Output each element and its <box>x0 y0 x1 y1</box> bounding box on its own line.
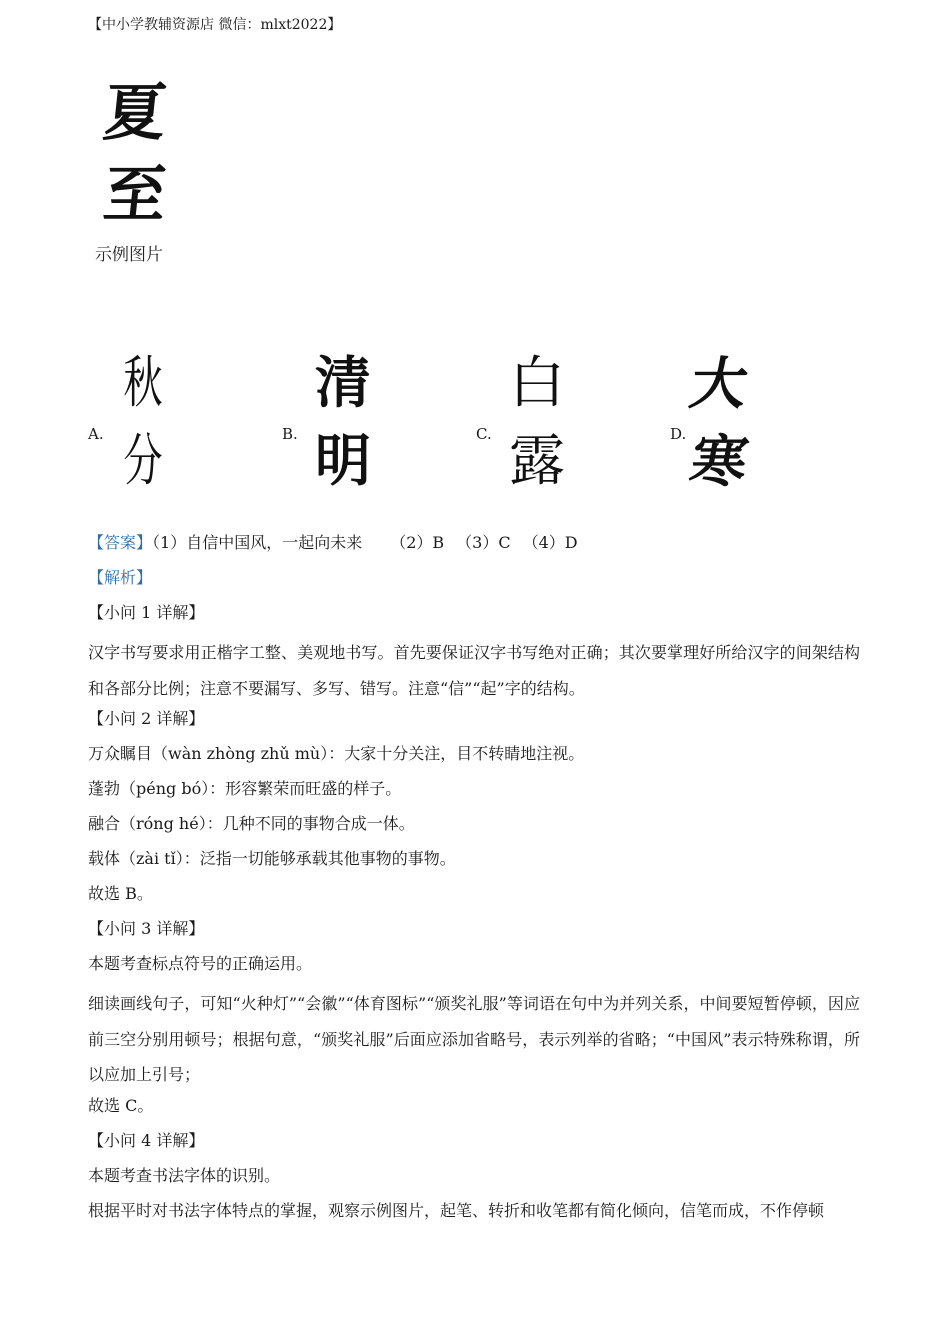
option-a-calligraphy <box>108 345 178 501</box>
option-d-char-2: 寒 <box>685 429 753 495</box>
q3-text: 细读画线句子，可知“火种灯”“会徽”“体育图标”“颁奖礼服”等词语在句中为并列关系，中间要短暂停顿，因应前三空分别用顿号；根据句意，“颁奖礼服”后面应添加省略号，表示列举的省略；“中国风”表示特殊称谓，所以应加上引号； <box>88 994 860 1084</box>
q2-line: 载体（zài tǐ）：泛指一切能够承载其他事物的事物。 <box>88 849 456 868</box>
option-a-char-2: 分 <box>123 429 163 494</box>
answer-part-2: （2）B <box>390 533 445 552</box>
answer-part-1: （1）自信中国风，一起向未来 <box>152 533 363 552</box>
sample-char-1: 夏 <box>100 76 170 149</box>
q2-line: 蓬勃（péng bó）：形容繁荣而旺盛的样子。 <box>88 779 402 798</box>
option-b-char-1: 清 <box>315 351 371 416</box>
option-c-char-1: 白 <box>509 351 565 416</box>
q2-line: 融合（róng hé）：几种不同的事物合成一体。 <box>88 814 415 833</box>
q3-title: 【小问 3 详解】 <box>88 919 205 938</box>
option-d-letter: D. <box>670 425 687 443</box>
q3-conclusion: 故选 C。 <box>88 1095 154 1115</box>
options-row <box>88 345 868 505</box>
q2-title: 【小问 2 详解】 <box>88 709 205 728</box>
analysis-label: 【解析】 <box>88 568 153 587</box>
header-source: 【中小学教辅资源店 微信：mlxt2022】 <box>88 17 342 33</box>
q4-text: 根据平时对书法字体特点的掌握，观察示例图片，起笔、转折和收笔都有简化倾向，信笔而成，不作停顿 <box>88 1200 825 1220</box>
option-a-letter: A. <box>88 425 104 443</box>
option-a-char-1: 秋 <box>123 351 163 416</box>
option-d-calligraphy <box>684 345 754 501</box>
q2-conclusion: 故选 B。 <box>88 884 153 903</box>
q2-line: 万众瞩目（wàn zhòng zhǔ mù）：大家十分关注，目不转睛地注视。 <box>88 744 585 763</box>
option-c-letter: C. <box>476 425 492 443</box>
answer-analysis <box>88 530 860 1233</box>
q1-title: 【小问 1 详解】 <box>88 603 205 622</box>
option-b-letter: B. <box>282 425 298 443</box>
answer-label: 【答案】 <box>88 533 153 552</box>
answer-part-4: （4）D <box>522 533 578 552</box>
option-c-char-2: 露 <box>509 429 565 494</box>
q4-title: 【小问 4 详解】 <box>88 1130 205 1150</box>
answer-line <box>88 530 860 565</box>
answer-part-3: （3）C <box>456 533 511 552</box>
sample-image <box>95 72 175 265</box>
q1-text: 汉字书写要求用正楷字工整、美观地书写。首先要保证汉字书写绝对正确；其次要掌理好所给汉字的间架结构和各部分比例；注意不要漏写、多写、错写。注意“信”“起”字的结构。 <box>88 643 860 698</box>
sample-caption: 示例图片 <box>95 245 163 265</box>
option-b-char-2: 明 <box>315 429 371 494</box>
option-c-calligraphy <box>502 345 572 501</box>
q4-intro: 本题考查书法字体的识别。 <box>88 1165 281 1185</box>
option-b-calligraphy <box>308 345 378 501</box>
q3-intro: 本题考查标点符号的正确运用。 <box>88 954 313 973</box>
option-d-char-1: 大 <box>685 351 753 417</box>
sample-char-2: 至 <box>100 158 170 231</box>
